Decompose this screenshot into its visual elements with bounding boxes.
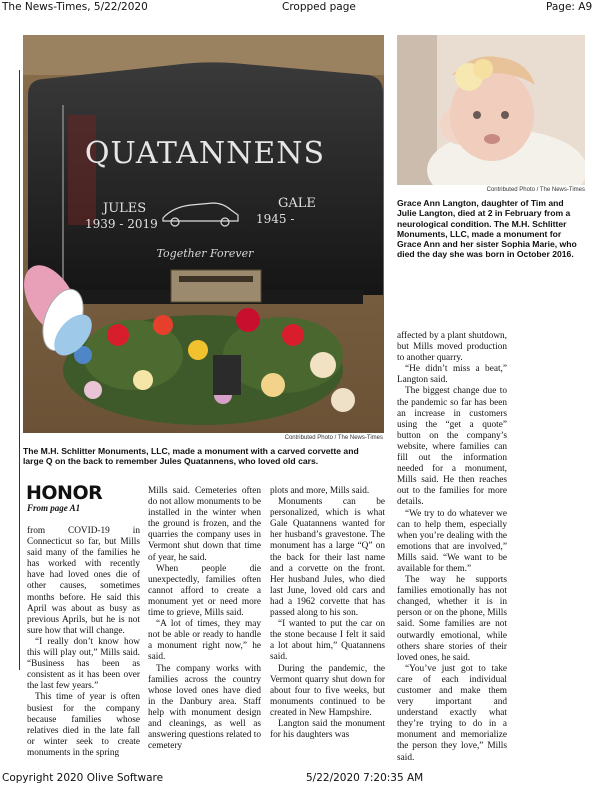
column-rule <box>19 70 20 670</box>
paragraph: The company works with families across the country whose loved ones have died in the Danbury area. Staff help with monument design and cleanings, as well as answering questions related to cemetery <box>148 663 261 752</box>
paragraph: This time of year is often busiest for the company because families whose relatives died in the late fall or winter seek to create monuments in the spring <box>27 692 140 758</box>
left-years: 1939 - 2019 <box>85 217 158 231</box>
publication-date: The News-Times, 5/22/2020 <box>2 1 148 13</box>
baby-illustration <box>397 35 585 185</box>
copyright: Copyright 2020 Olive Software <box>2 772 164 784</box>
paragraph: The biggest change due to the pandemic so far has been an increase in customers using the “get a quote” button on the company’s website, where families can fill out the information needed for a monument, Mills said. He then reaches out to the families for more details. <box>397 386 507 508</box>
crop-label: Cropped page <box>282 1 356 13</box>
paragraph: “You’ve just got to take care of each individual customer and make them very important and understand exactly what they’re trying to do in a monument and memorialize the person they love,” Mills said. <box>397 663 507 763</box>
article-column-2 <box>148 486 261 752</box>
page-number: Page: A9 <box>546 1 593 13</box>
paragraph: “He didn’t miss a beat,” Langton said. <box>397 364 507 386</box>
right-name: GALE <box>278 196 316 211</box>
baby-photo-credit: Contributed Photo / The News-Times <box>486 187 585 193</box>
paragraph: The way he supports families emotionally has not changed, whether it is in person or on the phone, Mills said. Some families are not outwardly emotional, while others share stories of their loved ones, he said. <box>397 575 507 663</box>
paragraph: affected by a plant shutdown, but Mills moved production to another quarry. <box>397 331 507 364</box>
jump-label: From page A1 <box>27 503 81 513</box>
paragraph: “A lot of times, they may not be able or ready to handle a monument right now,” he said. <box>148 619 261 663</box>
article-kicker: HONOR <box>26 482 103 504</box>
article-column-1 <box>27 526 140 759</box>
main-photo-credit: Contributed Photo / The News-Times <box>284 435 383 441</box>
headstone-name: QUATANNENS <box>84 136 326 171</box>
inscription: Together Forever <box>156 247 254 260</box>
right-years: 1945 - <box>256 212 295 226</box>
baby-photo-caption: Grace Ann Langton, daughter of Tim and Julie Langton, died at 2 in February from a neurological condition. The M.H. Schlitter Monuments, LLC, made a monument for Grace Ann and her sister Sophia Marie, who died the day she was born in October 2016. <box>397 198 577 260</box>
headstone-illustration <box>23 35 384 433</box>
main-photo-caption: The M.H. Schlitter Monuments, LLC, made a monument with a carved corvette and large Q on the back to remember Jules Quatannens, who loved old cars. <box>23 446 359 467</box>
headstone-photo <box>23 35 384 433</box>
left-name: JULES <box>103 201 147 216</box>
paragraph: plots and more, Mills said. <box>270 486 370 496</box>
paragraph: “I wanted to put the car on the stone because I felt it said a lot about him,” Quatannens said. <box>270 619 385 663</box>
article-column-4 <box>397 331 507 764</box>
paragraph: Langton said the monument for his daughters was <box>270 718 385 741</box>
capture-timestamp: 5/22/2020 7:20:35 AM <box>306 772 424 784</box>
paragraph: “We try to do whatever we can to help them, especially when you’re dealing with the emotions that are involved,” Mills said. “We want to be available for them.” <box>397 508 507 574</box>
paragraph: During the pandemic, the Vermont quarry shut down for about four to five weeks, but monuments continued to be created in New Hampshire. <box>270 663 385 718</box>
paragraph: “I really don’t know how this will play out,” Mills said. “Business has been as consistent as it has been over the last few years.” <box>27 636 140 692</box>
baby-photo <box>397 35 585 185</box>
paragraph: Monuments can be personalized, which is what Gale Quatannens wanted for her husband’s gravestone. The monument has a large “Q” on the back for their last name and a corvette on the front. Her husband Jules, who died last June, loved old cars and had a 1962 corvette that has passed along to his son. <box>270 497 385 619</box>
page-header <box>0 0 612 16</box>
article-column-3 <box>270 486 385 741</box>
paragraph: Mills said. Cemeteries often do not allow monuments to be installed in the winter when the ground is frozen, and the quarries the company uses in Vermont shut down that time of year, he said. <box>148 486 261 563</box>
paragraph: When people die unexpectedly, families often cannot afford to create a monument yet or need more time to grieve, Mills said. <box>148 563 261 619</box>
paragraph: from COVID-19 in Connecticut so far, but Mills said many of the families he has worked with recently have had loved ones die of other causes, sometimes months before. He said this April was about as busy as previous Aprils, but he is not sure how that will change. <box>27 526 140 636</box>
